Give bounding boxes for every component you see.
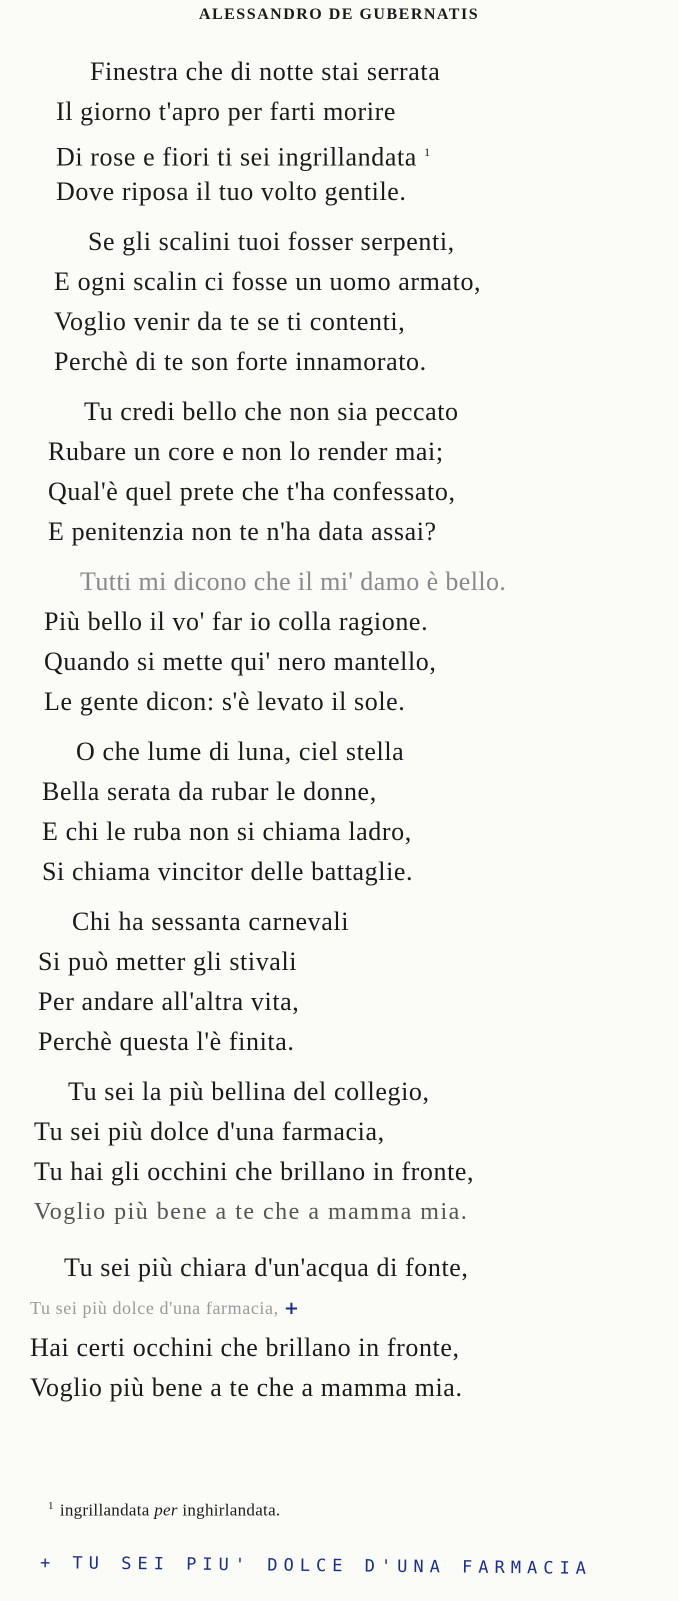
author-header: ALESSANDRO DE GUBERNATIS: [198, 6, 480, 23]
poem-line: Si chiama vincitor delle battaglie.: [42, 857, 414, 886]
poem-line: Chi ha sessanta carnevali: [72, 907, 350, 936]
poem-line: Perchè di te son forte innamorato.: [54, 347, 427, 376]
footnote-word: ingrillandata: [59, 1500, 150, 1520]
poem-line: Bella serata da rubar le donne,: [42, 777, 377, 806]
poem-line: Voglio più bene a te che a mamma mia.: [30, 1373, 463, 1402]
poem-line: Rubare un core e non lo render mai;: [48, 437, 444, 466]
poem-line: Finestra che di notte stai serrata: [90, 57, 441, 86]
plus-mark: +: [283, 1298, 300, 1319]
poem-line: Qual'è quel prete che t'ha confessato,: [48, 477, 456, 506]
poem-line: Tu sei più dolce d'una farmacia,: [34, 1117, 385, 1146]
footnote-per: per: [154, 1500, 178, 1520]
poem-line: Voglio più bene a te che a mamma mia.: [34, 1199, 469, 1225]
footnote-number: 1: [48, 1500, 54, 1512]
poem-line: Tutti mi dicono che il mi' damo è bello.: [80, 567, 507, 596]
poem-line: [56, 134, 431, 176]
poem-line: Voglio venir da te se ti contenti,: [54, 307, 406, 336]
poem-line: [30, 1290, 300, 1327]
poem-line: Si può metter gli stivali: [38, 947, 298, 976]
poem-line: Perchè questa l'è finita.: [38, 1027, 295, 1056]
poem-line: Tu sei la più bellina del collegio,: [68, 1077, 430, 1106]
poem-line-text: Tu sei più dolce d'una farmacia,: [30, 1298, 279, 1318]
handwritten-note: + TU SEI PIU' DOLCE D'UNA FARMACIA: [39, 1553, 593, 1579]
poem-line: E ogni scalin ci fosse un uomo armato,: [54, 267, 482, 296]
poem-line: Dove riposa il tuo volto gentile.: [56, 177, 407, 206]
poem-line-text: Di rose e fiori ti sei ingrillandata: [56, 142, 417, 172]
poem-line: E chi le ruba non si chiama ladro,: [42, 817, 412, 846]
poem-line: Le gente dicon: s'è levato il sole.: [44, 687, 406, 716]
poem-line: Quando si mette qui' nero mantello,: [44, 647, 437, 676]
poem-line: Tu sei più chiara d'un'acqua di fonte,: [64, 1253, 469, 1282]
poem-line: Più bello il vo' far io colla ragione.: [44, 607, 429, 636]
poem-line: Tu credi bello che non sia peccato: [84, 397, 459, 426]
poem-line: E penitenzia non te n'ha data assai?: [48, 517, 437, 546]
footnote: [48, 1500, 280, 1521]
footnote-target: inghirlandata.: [182, 1500, 281, 1520]
poem-line: Tu hai gli occhini che brillano in fronte,: [34, 1157, 475, 1186]
poem-line: Il giorno t'apro per farti morire: [56, 97, 396, 126]
poem-line: O che lume di luna, ciel stella: [76, 737, 405, 766]
footnote-mark: 1: [424, 145, 431, 159]
poem-line: Per andare all'altra vita,: [38, 987, 300, 1016]
poem-line: Hai certi occhini che brillano in fronte,: [30, 1333, 460, 1362]
poem-line: Se gli scalini tuoi fosser serpenti,: [88, 227, 455, 256]
